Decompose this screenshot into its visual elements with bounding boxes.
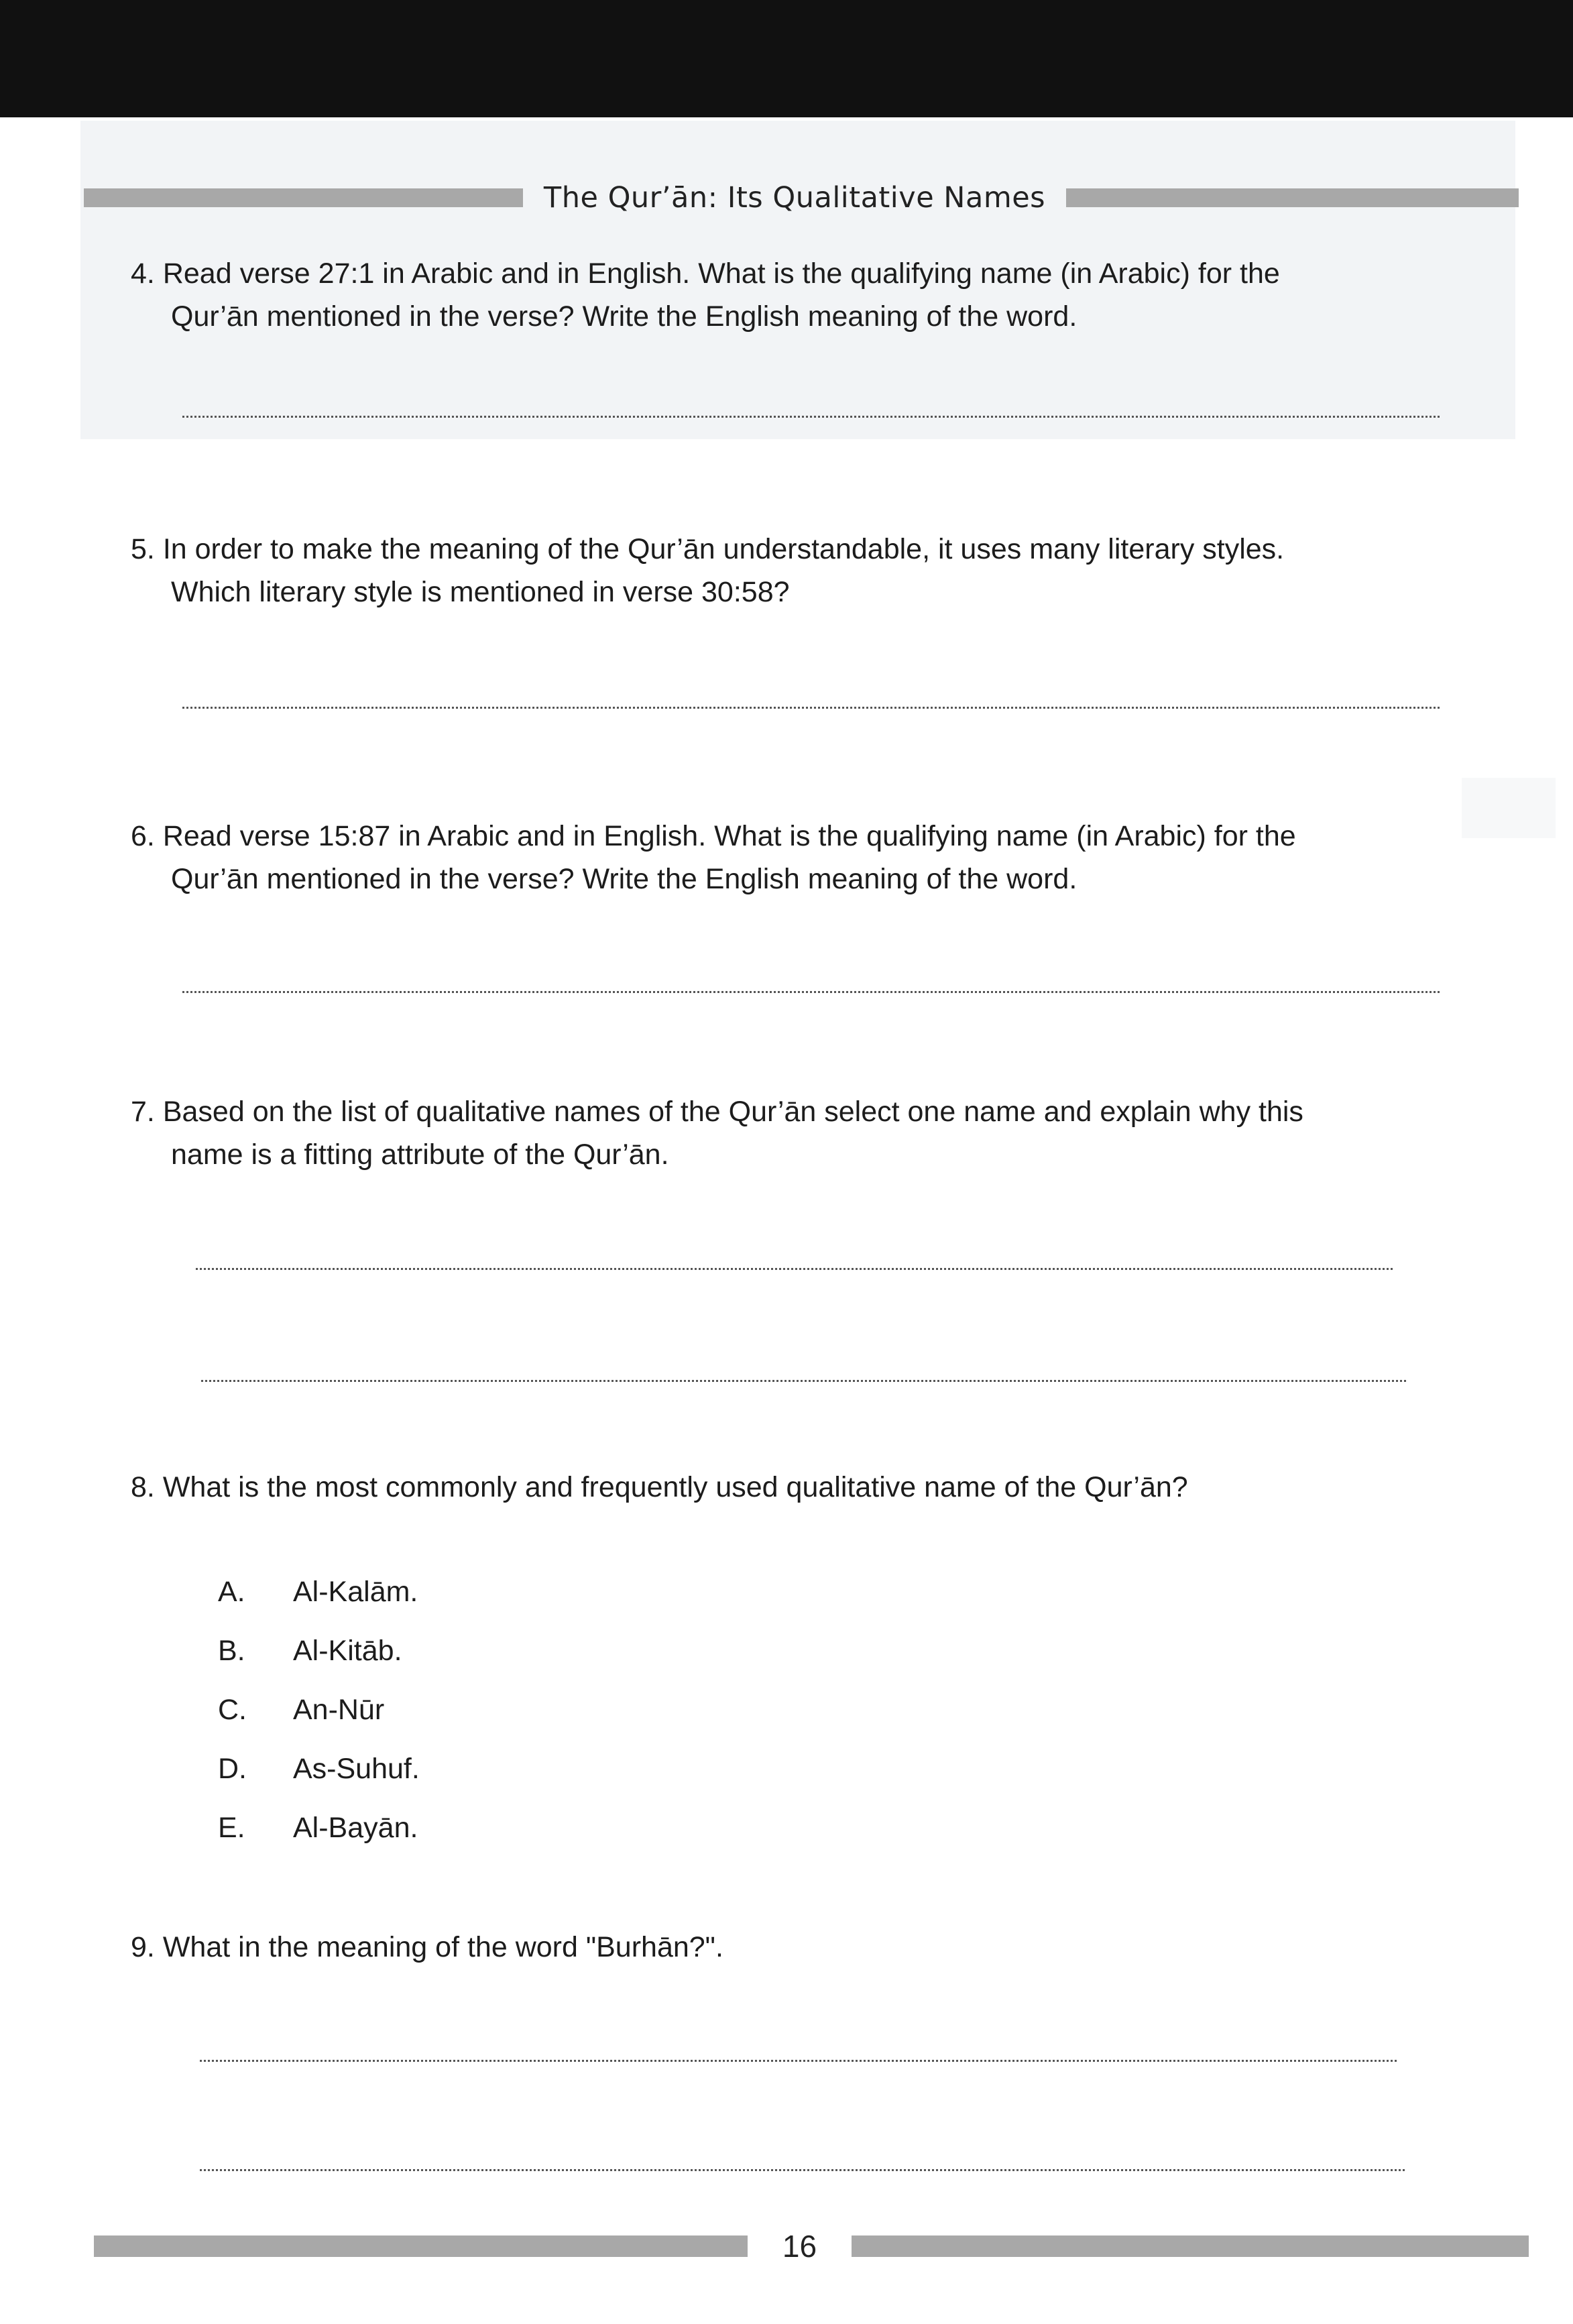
option-a[interactable] (218, 1562, 420, 1621)
header-rule-left (84, 188, 523, 207)
option-a-letter: A. (218, 1575, 245, 1608)
option-d-text: As-Suhuf. (293, 1752, 420, 1785)
option-c-text: An-Nūr (293, 1693, 385, 1726)
question-4-line-1 (131, 252, 1452, 295)
question-6-number: 6. (131, 820, 155, 852)
question-6-text-2: Qur’ān mentioned in the verse? Write the English meaning of the word. (171, 863, 1077, 895)
option-e[interactable] (218, 1798, 420, 1857)
option-b-text: Al-Kitāb. (293, 1634, 402, 1667)
question-8 (131, 1466, 1452, 1509)
answer-line-9b[interactable] (200, 2169, 1405, 2171)
option-e-letter: E. (218, 1811, 245, 1844)
question-9-text-1: What in the meaning of the word "Burhān?". (162, 1931, 723, 1963)
question-5-line-1 (131, 528, 1452, 571)
question-7-text-1: Based on the list of qualitative names of the Qur’ān select one name and explain why this (162, 1096, 1303, 1128)
question-9-line-1 (131, 1926, 1452, 1969)
option-d[interactable] (218, 1739, 420, 1798)
question-4-text-2: Qur’ān mentioned in the verse? Write the English meaning of the word. (171, 300, 1077, 333)
footer-rule-left (94, 2235, 748, 2257)
option-d-letter: D. (218, 1752, 247, 1785)
question-5-text-2: Which literary style is mentioned in verse 30:58? (171, 576, 790, 608)
question-4 (131, 252, 1452, 338)
option-b-letter: B. (218, 1634, 245, 1667)
footer-rule-right (852, 2235, 1529, 2257)
bleed-through-strip (1462, 778, 1556, 838)
answer-line-6[interactable] (182, 991, 1440, 993)
question-7-text-2: name is a fitting attribute of the Qur’ān. (171, 1139, 669, 1171)
question-9-number: 9. (131, 1931, 155, 1963)
page-header (84, 176, 1519, 220)
option-b[interactable] (218, 1621, 420, 1680)
answer-line-9a[interactable] (200, 2060, 1397, 2062)
answer-line-4[interactable] (182, 416, 1440, 418)
answer-line-7a[interactable] (196, 1268, 1393, 1270)
page-number: 16 (782, 2229, 817, 2264)
answer-line-7b[interactable] (201, 1380, 1406, 1382)
question-9 (131, 1926, 1452, 1969)
question-5-number: 5. (131, 533, 155, 565)
question-8-line-1 (131, 1466, 1452, 1509)
answer-line-5[interactable] (182, 707, 1440, 709)
page-title: The Qur’ān: Its Qualitative Names (543, 181, 1046, 215)
option-c[interactable] (218, 1680, 420, 1739)
question-7-line-1 (131, 1090, 1452, 1133)
question-6-line-1 (131, 815, 1452, 858)
question-8-text-1: What is the most commonly and frequently used qualitative name of the Qur’ān? (162, 1471, 1188, 1503)
page-footer (94, 2223, 1529, 2270)
question-4-text-1: Read verse 27:1 in Arabic and in English. What is the qualifying name (in Arabic) for the (162, 257, 1280, 290)
question-4-number: 4. (131, 257, 155, 290)
question-7 (131, 1090, 1452, 1176)
option-c-letter: C. (218, 1693, 247, 1726)
question-7-number: 7. (131, 1096, 155, 1128)
question-8-number: 8. (131, 1471, 155, 1503)
option-e-text: Al-Bayān. (293, 1811, 418, 1844)
scan-top-band (0, 0, 1573, 117)
question-5 (131, 528, 1452, 614)
question-8-options (218, 1562, 420, 1857)
header-rule-right (1066, 188, 1519, 207)
question-5-text-1: In order to make the meaning of the Qur’ān understandable, it uses many literary styles. (162, 533, 1285, 565)
option-a-text: Al-Kalām. (293, 1575, 418, 1608)
question-6 (131, 815, 1452, 900)
question-6-text-1: Read verse 15:87 in Arabic and in English. What is the qualifying name (in Arabic) for the (162, 820, 1296, 852)
